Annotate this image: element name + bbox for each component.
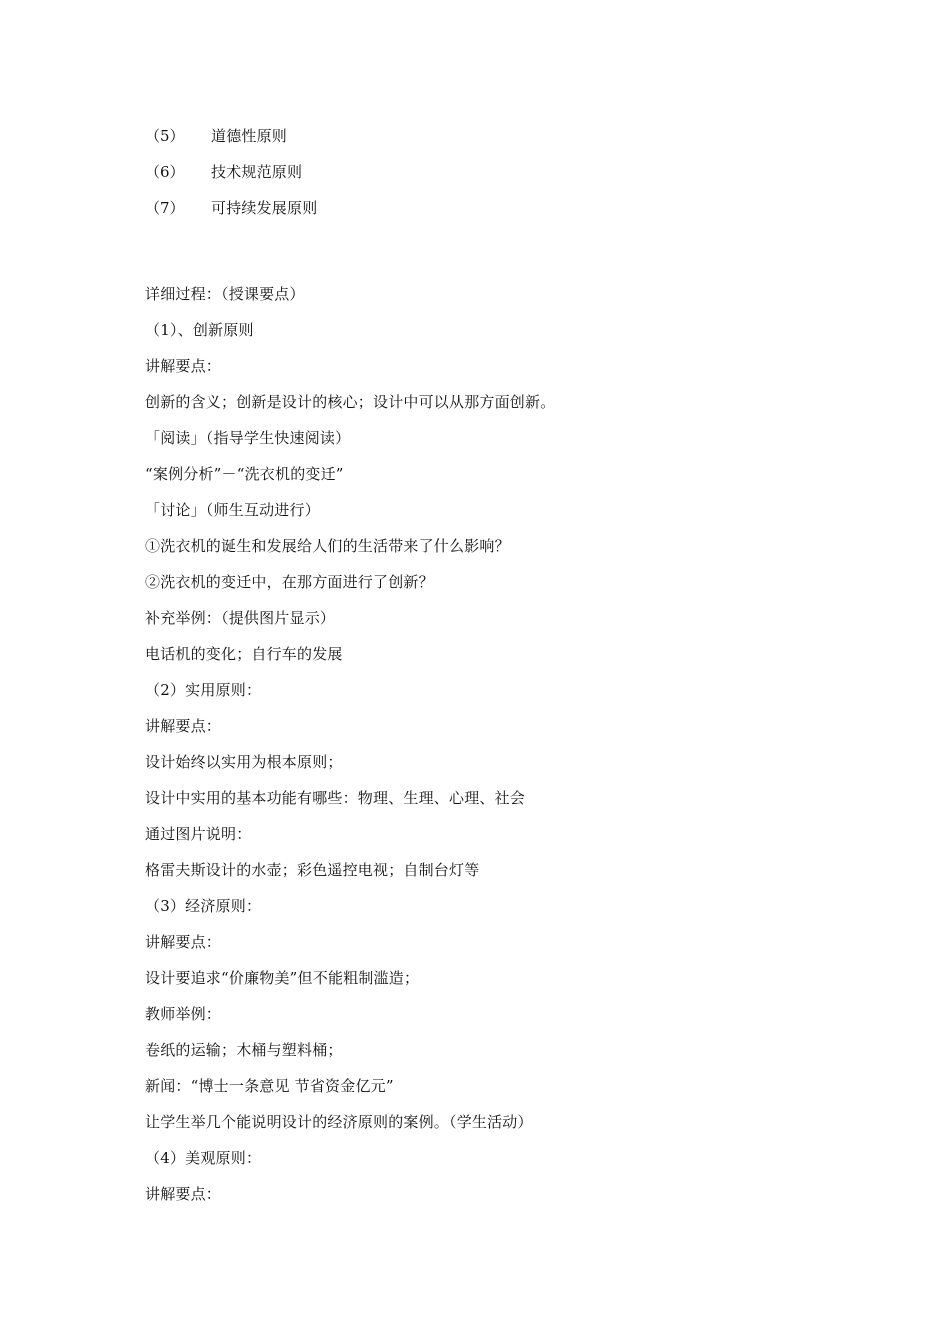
label-key-points: 讲解要点： bbox=[145, 933, 222, 951]
principle-moral: 道德性原则 bbox=[211, 127, 288, 145]
label-picture-explanation: 通过图片说明： bbox=[145, 825, 252, 843]
label-teacher-examples: 教师举例： bbox=[145, 1005, 222, 1023]
label-supplementary-examples: 补充举例：（提供图片显示） bbox=[145, 609, 336, 627]
principle-number-5: （5） bbox=[145, 127, 185, 145]
principle-number-6: （6） bbox=[145, 163, 185, 181]
news-headline: 新闻：“博士一条意见 节省资金亿元” bbox=[145, 1077, 394, 1095]
examples-paper-buckets: 卷纸的运输；木桶与塑料桶； bbox=[145, 1041, 343, 1059]
case-analysis-title: “案例分析”－“洗衣机的变迁” bbox=[145, 465, 344, 483]
principle-technical-standard: 技术规范原则 bbox=[211, 163, 303, 181]
examples-kettle-tv-lamp: 格雷夫斯设计的水壶；彩色遥控电视；自制台灯等 bbox=[145, 861, 480, 879]
subheading-aesthetic-principle: （4）美观原则： bbox=[145, 1149, 262, 1167]
label-key-points: 讲解要点： bbox=[145, 717, 222, 735]
label-key-points: 讲解要点： bbox=[145, 1185, 222, 1203]
subheading-innovation-principle: （1）、创新原则 bbox=[145, 321, 254, 339]
paragraph-practical-fundamental: 设计始终以实用为根本原则； bbox=[145, 753, 343, 771]
subheading-practical-principle: （2）实用原则： bbox=[145, 681, 262, 699]
section-heading-detailed-process: 详细过程：（授课要点） bbox=[145, 285, 305, 303]
label-reading: 「阅读」（指导学生快速阅读） bbox=[145, 429, 351, 447]
discussion-question-1: ①洗衣机的诞生和发展给人们的生活带来了什么影响？ bbox=[145, 537, 510, 555]
subheading-economic-principle: （3）经济原则： bbox=[145, 897, 262, 915]
paragraph-basic-functions: 设计中实用的基本功能有哪些：物理、生理、心理、社会 bbox=[145, 789, 526, 807]
paragraph-innovation-meaning: 创新的含义；创新是设计的核心；设计中可以从那方面创新。 bbox=[145, 393, 556, 411]
examples-telephone-bicycle: 电话机的变化；自行车的发展 bbox=[145, 645, 343, 663]
label-discussion: 「讨论」（师生互动进行） bbox=[145, 501, 320, 519]
student-activity-prompt: 让学生举几个能说明设计的经济原则的案例。（学生活动） bbox=[145, 1113, 533, 1131]
principle-sustainable: 可持续发展原则 bbox=[211, 199, 318, 217]
paragraph-cheap-and-good: 设计要追求“价廉物美”但不能粗制滥造； bbox=[145, 969, 420, 987]
discussion-question-2: ②洗衣机的变迁中，在那方面进行了创新？ bbox=[145, 573, 434, 591]
principle-number-7: （7） bbox=[145, 199, 185, 217]
label-key-points: 讲解要点： bbox=[145, 357, 222, 375]
